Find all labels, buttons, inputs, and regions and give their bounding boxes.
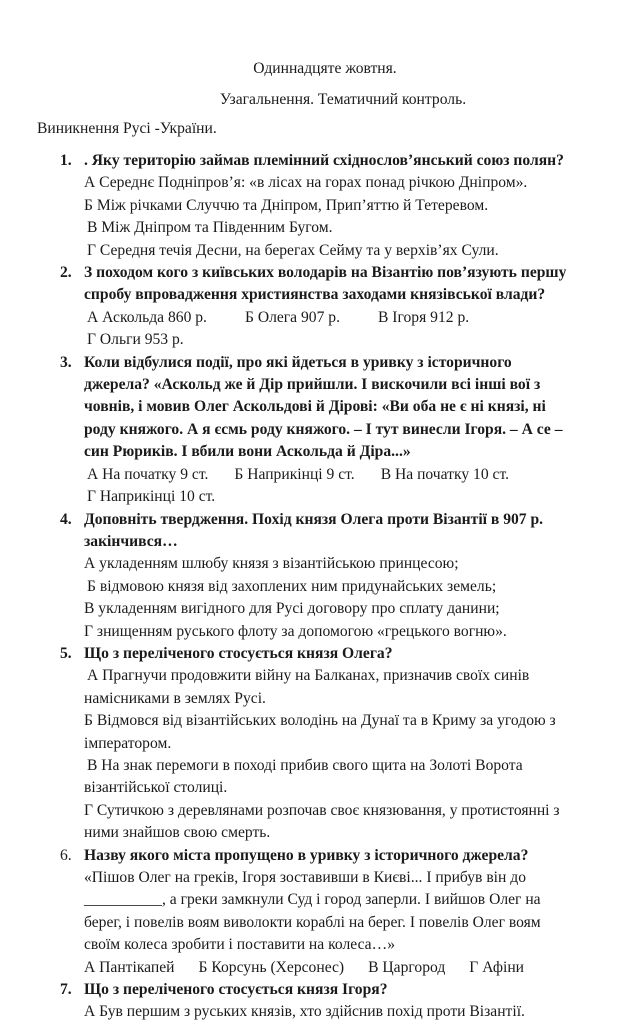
answer-option: імператором. xyxy=(84,734,172,752)
document-topic: Виникнення Русі -України. xyxy=(37,120,217,137)
quote-line: __________, а греки замкнули Суд і город заперли. І вийшов Олег на xyxy=(84,891,541,909)
answer-option: Б Наприкінці 9 ст. xyxy=(234,465,355,483)
answer-option: А Середнє Подніпров’я: «в лісах на горах понад річкою Дніпром». xyxy=(84,174,528,192)
answer-option: А Аскольда 860 р. xyxy=(87,308,207,326)
question-item xyxy=(0,352,634,509)
answer-options-row xyxy=(84,464,634,486)
question-item xyxy=(0,979,634,1024)
answer-options-row xyxy=(84,172,634,194)
answer-options-row xyxy=(84,1001,634,1023)
answer-options-row xyxy=(84,777,634,799)
answer-option: Г знищенням руського флоту за допомогою «грецького вогню». xyxy=(84,622,507,640)
answer-option: Г Сутичкою з деревлянами розпочав своє князювання, у протистоянні з xyxy=(84,801,560,819)
question-number: 1. xyxy=(60,152,72,169)
answer-options-row xyxy=(84,576,634,598)
answer-options-row xyxy=(84,733,634,755)
answer-option: В На початку 10 ст. xyxy=(380,465,509,483)
answer-option: Б Відмовся від візантійських володінь на Дунаї та в Криму за угодою з xyxy=(84,712,556,730)
quote-line: «Пішов Олег на греків, Ігоря зоставивши в Києві... І прибув він до xyxy=(84,869,526,886)
question-number: 3. xyxy=(60,353,72,371)
question-item xyxy=(0,643,634,845)
answer-options-row xyxy=(84,307,634,329)
question-text-line: роду княжого. А я єсмь роду княжого. – І тут винесли Ігоря. – А се – xyxy=(84,420,563,438)
question-item xyxy=(0,845,634,979)
answer-option: В укладенням вигідного для Русі договору про сплату данини; xyxy=(84,600,500,618)
question-text-line: син Рюриків. І вбили вони Аскольда й Діра...» xyxy=(84,443,411,461)
answer-option: А Пантікапей xyxy=(84,958,175,976)
question-number: 5. xyxy=(60,644,72,662)
answer-options-row xyxy=(84,665,634,687)
answer-option: візантійської столиці. xyxy=(84,779,228,797)
answer-options-row xyxy=(84,688,634,710)
question-text-line: Що з переліченого стосується князя Олега? xyxy=(84,644,393,662)
question-list xyxy=(0,150,634,1024)
question-text-line: Назву якого міста пропущено в уривку з історичного джерела? xyxy=(84,846,529,864)
answer-options-row xyxy=(84,822,634,844)
question-text-line: човнів, і мовив Олег Аскольдові й Дірові: «Ви оба не є ні князі, ні xyxy=(84,398,546,416)
question-number: 2. xyxy=(60,264,72,282)
answer-option: Б Між річками Случчю та Дніпром, Прип’яттю й Тетеревом. xyxy=(84,196,489,214)
answer-option: В Царгород xyxy=(368,958,446,976)
answer-option: А Прагнучи продовжити війну на Балканах, призначив своїх синів xyxy=(87,667,530,685)
question-number: 6. xyxy=(60,846,72,864)
quote-line: берег, і повелів воям виволокти кораблі на берег. І повелів Олег воям xyxy=(84,913,541,931)
question-text-line: Доповніть твердження. Похід князя Олега проти Візантії в 907 р. xyxy=(84,510,544,528)
question-text-line: джерела? «Аскольд же й Дір прийшли. І вискочили всі інші вої з xyxy=(84,376,541,394)
answer-option: Б Олега 907 р. xyxy=(244,308,340,326)
document-date: Одиннадцяте жовтня. xyxy=(253,60,397,77)
answer-option: Г Наприкінці 10 ст. xyxy=(87,488,216,506)
answer-option: В Ігоря 912 р. xyxy=(378,308,470,326)
answer-options-row xyxy=(84,329,634,351)
question-item xyxy=(0,509,634,643)
answer-options-row xyxy=(84,195,634,217)
document-subtitle: Узагальнення. Тематичний контроль. xyxy=(219,91,467,108)
answer-options-row xyxy=(84,598,634,620)
answer-option: Б Корсунь (Херсонес) xyxy=(198,958,345,976)
answer-options-row xyxy=(84,217,634,239)
question-text-line: Коли відбулися події, про які йдеться в уривку з історичного xyxy=(84,353,512,371)
question-number: 7. xyxy=(60,981,72,999)
question-text-line: закінчився… xyxy=(84,532,178,550)
answer-option: В На знак перемоги в поході прибив свого щита на Золоті Ворота xyxy=(87,756,523,774)
answer-options-row xyxy=(84,755,634,777)
answer-option: А Був першим з руських князів, хто здійснив похід проти Візантії. xyxy=(84,1003,525,1021)
question-number: 4. xyxy=(60,510,72,528)
question-text-line: Що з переліченого стосується князя Ігоря? xyxy=(84,981,388,999)
answer-options-row xyxy=(84,710,634,732)
question-text-line: . Яку територію займав племінний східнослов’янський союз полян? xyxy=(84,152,564,169)
question-text-line: З походом кого з київських володарів на Візантію пов’язують першу xyxy=(84,264,567,282)
quote-line: своїм колеса зробити і поставити на колеса…» xyxy=(84,936,395,954)
answer-option: В Між Дніпром та Південним Бугом. xyxy=(87,219,333,237)
answer-option: Б відмовою князя від захоплених ним придунайських земель; xyxy=(87,577,497,595)
answer-options-row xyxy=(84,957,634,979)
answer-options-row xyxy=(84,553,634,575)
answer-option: Г Ольги 953 р. xyxy=(87,331,184,349)
question-item xyxy=(0,262,634,352)
answer-option: А укладенням шлюбу князя з візантійською принцесою; xyxy=(84,555,459,573)
answer-option: Г Середня течія Десни, на берегах Сейму та у верхів’ях Сули. xyxy=(87,241,499,259)
answer-options-row xyxy=(84,486,634,508)
question-item xyxy=(0,150,634,262)
answer-options-row xyxy=(84,621,634,643)
question-text-line: спробу впровадження християнства заходами князівської влади? xyxy=(84,286,546,304)
answer-options-row xyxy=(84,240,634,262)
answer-option: ними знайшов свою смерть. xyxy=(84,824,271,842)
answer-option: Г Афіни xyxy=(469,958,525,976)
answer-option: намісниками в землях Русі. xyxy=(84,689,266,707)
answer-options-row xyxy=(84,800,634,822)
answer-option: А На початку 9 ст. xyxy=(87,465,209,483)
